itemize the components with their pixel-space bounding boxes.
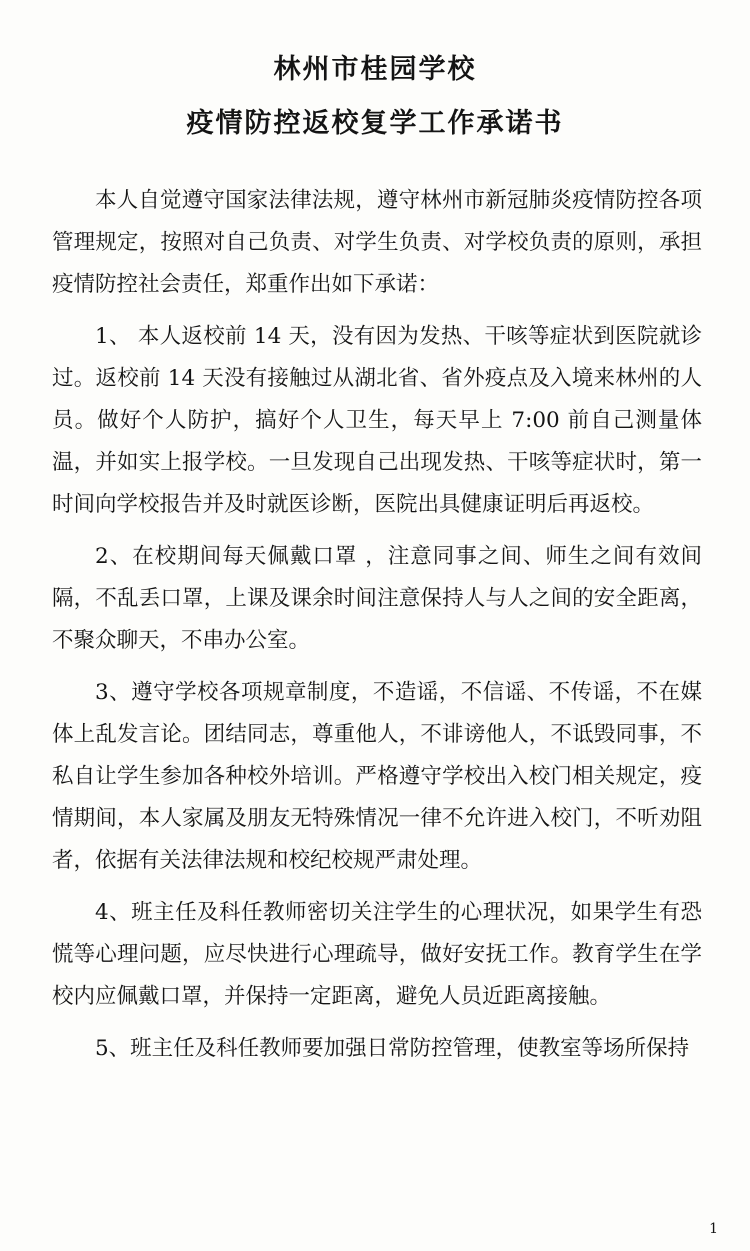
commitment-4-paragraph: 4、班主任及科任教师密切关注学生的心理状况，如果学生有恐慌等心理问题，应尽快进行心理疏导，做好安抚工作。教育学生在学校内应佩戴口罩，并保持一定距离，避免人员近距离接触。 (52, 900, 702, 1009)
page-number: 1 (709, 1221, 718, 1237)
commitment-1-paragraph: 1、 本人返校前 14 天，没有因为发热、干咳等症状到医院就诊过。返校前 14 天没有接触过从湖北省、省外疫点及入境来林州的人员。做好个人防护，搞好个人卫生，每天早上 7:00 前自己测量体温，并如实上报学校。一旦发现自己出现发热、干咳等症状时，第一时间向学校报告并及时就医诊断，医院出具健康证明后再返校。 (52, 324, 702, 517)
document-body (52, 180, 702, 1070)
intro-paragraph: 本人自觉遵守国家法律法规，遵守林州市新冠肺炎疫情防控各项管理规定，按照对自己负责、对学生负责、对学校负责的原则，承担疫情防控社会责任，郑重作出如下承诺： (52, 188, 702, 297)
commitment-5-paragraph: 5、班主任及科任教师要加强日常防控管理，使教室等场所保持 (95, 1036, 690, 1061)
commitment-3-paragraph: 3、遵守学校各项规章制度，不造谣，不信谣、不传谣，不在媒体上乱发言论。团结同志，尊重他人，不诽谤他人，不诋毁同事，不私自让学生参加各种校外培训。严格遵守学校出入校门相关规定，疫情期间，本人家属及朋友无特殊情况一律不允许进入校门，不听劝阻者，依据有关法律法规和校纪校规严肃处理。 (52, 680, 702, 873)
school-title: 林州市桂园学校 (273, 54, 477, 85)
document-title: 疫情防控返校复学工作承诺书 (186, 108, 564, 139)
commitment-2-paragraph: 2、在校期间每天佩戴口罩 ，注意同事之间、师生之间有效间隔，不乱丢口罩，上课及课余时间注意保持人与人之间的安全距离，不聚众聊天，不串办公室。 (52, 544, 702, 653)
